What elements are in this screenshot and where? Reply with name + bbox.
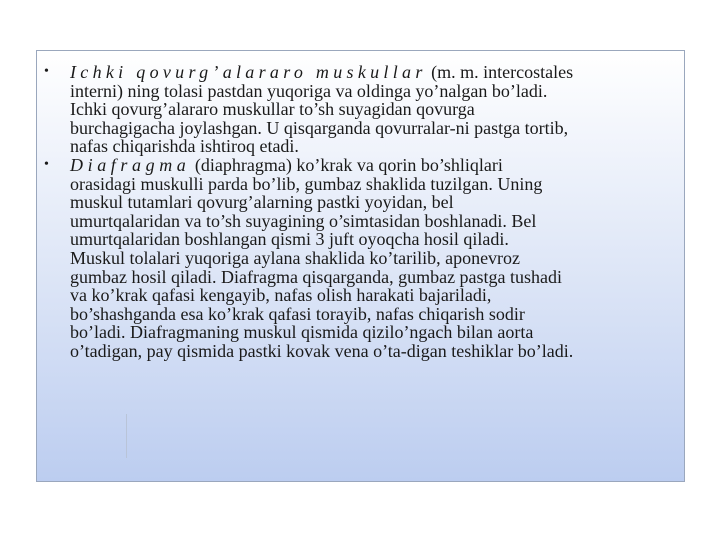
- bullet-dot-icon: •: [44, 64, 49, 79]
- text-line: (m. m. intercostales: [426, 62, 574, 82]
- bullet-item-intercostales: [0, 63, 690, 156]
- text-line: Ichki qovurg’alararo muskullar to’sh suyagidan qovurga: [70, 99, 475, 120]
- text-line: (diaphragma) ko’krak va qorin bo’shliqlari: [190, 154, 503, 175]
- text-line: gumbaz hosil qiladi. Diafragma qisqarganda, gumbaz pastga tushadi: [70, 266, 563, 287]
- text-line: interni) ning tolasi pastdan yuqoriga va oldinga yo’nalgan bo’ladi.: [70, 80, 548, 101]
- text-line: umurtqalaridan boshlangan qismi 3 juft oyoqcha hosil qiladi.: [70, 229, 509, 250]
- term-intercostales: Ichki qovurg’alararo muskullar: [70, 62, 427, 82]
- text-line: muskul tutamlari qovurg’alarning pastki yoyidan, bel: [70, 192, 454, 213]
- text-line: bo’shashganda esa ko’krak qafasi torayib, nafas chiqarish sodir: [70, 303, 525, 324]
- bullet-first-line: [70, 63, 690, 82]
- text-line: nafas chiqarishda ishtiroq etadi.: [70, 136, 299, 157]
- text-line: va ko’krak qafasi kengayib, nafas olish harakati bajariladi,: [70, 285, 492, 306]
- text-line: o’tadigan, pay qismida pastki kovak vena o’ta-digan teshiklar bo’ladi.: [70, 340, 574, 361]
- term-diafragma: Diafragma: [70, 154, 191, 175]
- text-cursor-line: [126, 414, 127, 458]
- bullet-list: [0, 63, 720, 361]
- text-line: umurtqalaridan va to’sh suyagining o’simtasidan boshlanadi. Bel: [70, 210, 537, 231]
- bullet-first-line: [70, 156, 690, 175]
- bullet-item-diafragma: [0, 156, 690, 361]
- text-line: Muskul tolalari yuqoriga aylana shaklida ko’tarilib, aponevroz: [70, 247, 521, 268]
- text-line: orasidagi muskulli parda bo’lib, gumbaz shaklida tuzilgan. Uning: [70, 173, 543, 194]
- text-line: burchagigacha joylashgan. U qisqarganda qovurralar-ni pastga tortib,: [70, 117, 569, 138]
- text-line: bo’ladi. Diafragmaning muskul qismida qizilo’ngach bilan aorta: [70, 322, 534, 343]
- bullet-dot-icon: •: [44, 156, 49, 172]
